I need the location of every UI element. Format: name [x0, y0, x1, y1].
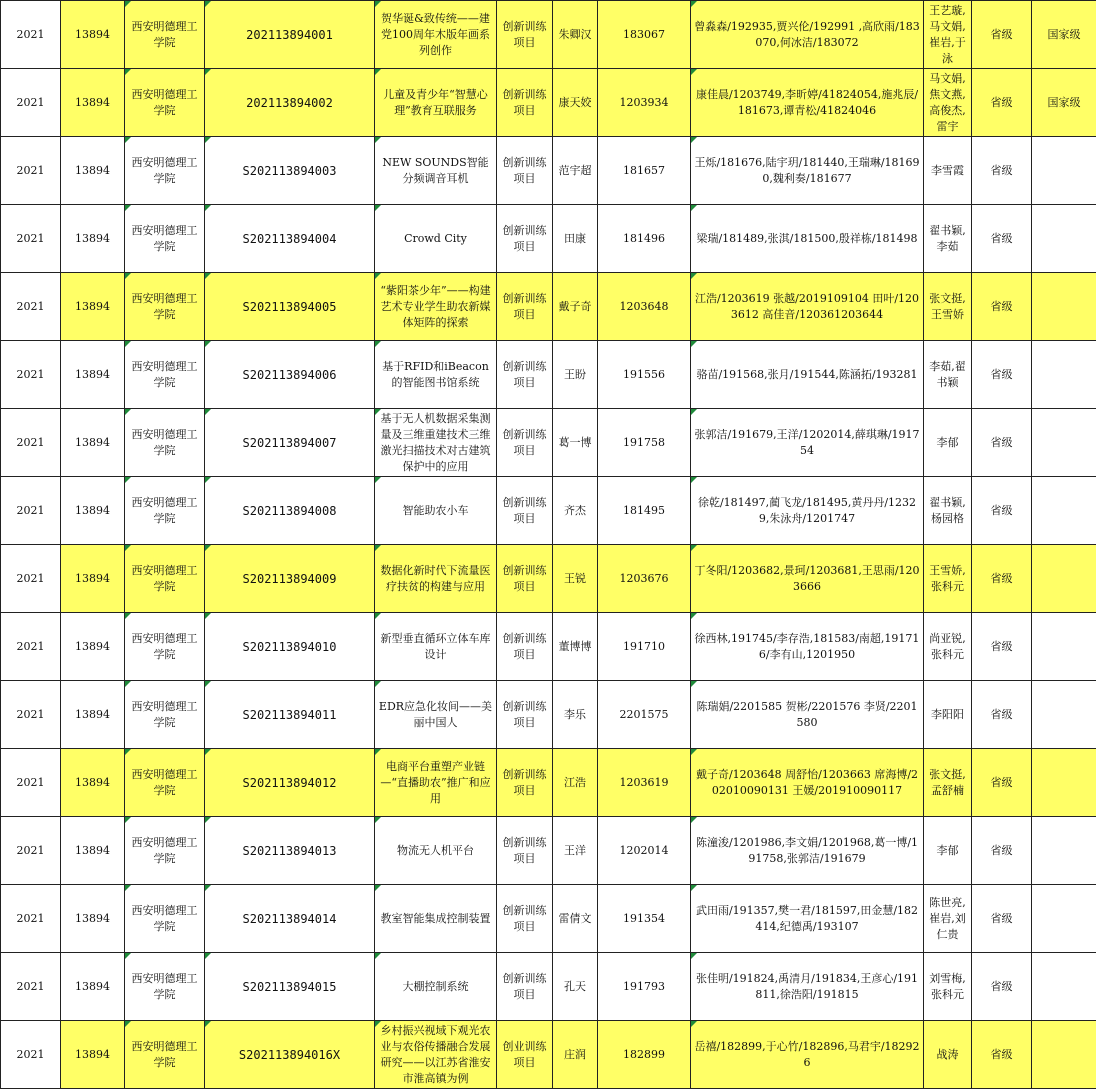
- project-type-cell: 创新训练项目: [497, 477, 553, 545]
- year-cell: 2021: [1, 681, 61, 749]
- table-row: [1, 749, 1096, 817]
- project-name-cell: 教室智能集成控制装置: [375, 885, 497, 953]
- table-row: [1, 69, 1096, 137]
- leader-id-cell: 191710: [598, 613, 691, 681]
- advisor-cell: 张文挺,王雪娇: [924, 273, 972, 341]
- year-cell: 2021: [1, 1, 61, 69]
- year-cell: 2021: [1, 1021, 61, 1089]
- level-cell: 省级: [972, 137, 1032, 205]
- school-cell: 西安明德理工学院: [125, 681, 205, 749]
- year-cell: 2021: [1, 341, 61, 409]
- level-cell: 省级: [972, 205, 1032, 273]
- project-code-cell: S202113894003: [205, 137, 375, 205]
- leader-id-cell: 182899: [598, 1021, 691, 1089]
- year-cell: 2021: [1, 69, 61, 137]
- national-level-cell: [1032, 409, 1096, 477]
- project-type-cell: 创新训练项目: [497, 817, 553, 885]
- project-type-cell: 创新训练项目: [497, 749, 553, 817]
- leader-id-cell: 191793: [598, 953, 691, 1021]
- project-type-cell: 创新训练项目: [497, 681, 553, 749]
- leader-id-cell: 183067: [598, 1, 691, 69]
- level-cell: 省级: [972, 341, 1032, 409]
- school-cell: 西安明德理工学院: [125, 409, 205, 477]
- table-body: [1, 1, 1096, 1089]
- members-cell: 陈潼浚/1201986,李文娟/1201968,葛一博/191758,张郭洁/191679: [691, 817, 924, 885]
- advisor-cell: 李郁: [924, 409, 972, 477]
- leader-id-cell: 181657: [598, 137, 691, 205]
- school-cell: 西安明德理工学院: [125, 1021, 205, 1089]
- members-cell: 徐西林,191745/李存浩,181583/南超,191716/李有山,1201950: [691, 613, 924, 681]
- school-code-cell: 13894: [61, 477, 125, 545]
- national-level-cell: [1032, 681, 1096, 749]
- table-row: [1, 613, 1096, 681]
- level-cell: 省级: [972, 69, 1032, 137]
- level-cell: 省级: [972, 1021, 1032, 1089]
- table-row: [1, 1021, 1096, 1089]
- school-cell: 西安明德理工学院: [125, 613, 205, 681]
- year-cell: 2021: [1, 749, 61, 817]
- leader-cell: 王锐: [553, 545, 598, 613]
- national-level-cell: [1032, 205, 1096, 273]
- advisor-cell: 马文娟,焦文燕,高俊杰,雷宇: [924, 69, 972, 137]
- year-cell: 2021: [1, 817, 61, 885]
- national-level-cell: [1032, 341, 1096, 409]
- school-code-cell: 13894: [61, 545, 125, 613]
- project-type-cell: 创新训练项目: [497, 69, 553, 137]
- advisor-cell: 战涛: [924, 1021, 972, 1089]
- table-row: [1, 1, 1096, 69]
- members-cell: 张佳明/191824,禹清月/191834,王彦心/191811,徐浩阳/191815: [691, 953, 924, 1021]
- year-cell: 2021: [1, 477, 61, 545]
- school-code-cell: 13894: [61, 1, 125, 69]
- school-code-cell: 13894: [61, 681, 125, 749]
- school-cell: 西安明德理工学院: [125, 1, 205, 69]
- members-cell: 王烁/181676,陆宇玥/181440,王瑞琳/181690,魏利奏/181677: [691, 137, 924, 205]
- leader-cell: 孔天: [553, 953, 598, 1021]
- leader-cell: 康天姣: [553, 69, 598, 137]
- leader-cell: 董博博: [553, 613, 598, 681]
- project-type-cell: 创新训练项目: [497, 1, 553, 69]
- project-code-cell: S202113894005: [205, 273, 375, 341]
- leader-id-cell: 2201575: [598, 681, 691, 749]
- school-code-cell: 13894: [61, 273, 125, 341]
- advisor-cell: 翟书颖,杨园格: [924, 477, 972, 545]
- project-code-cell: 202113894002: [205, 69, 375, 137]
- advisor-cell: 张文挺,孟舒楠: [924, 749, 972, 817]
- level-cell: 省级: [972, 613, 1032, 681]
- school-cell: 西安明德理工学院: [125, 205, 205, 273]
- national-level-cell: 国家级: [1032, 1, 1096, 69]
- level-cell: 省级: [972, 681, 1032, 749]
- project-code-cell: S202113894010: [205, 613, 375, 681]
- table-row: [1, 953, 1096, 1021]
- project-type-cell: 创新训练项目: [497, 885, 553, 953]
- project-name-cell: 乡村振兴视域下观光农业与农俗传播融合发展研究——以江苏省淮安市淮高镇为例: [375, 1021, 497, 1089]
- project-code-cell: S202113894004: [205, 205, 375, 273]
- project-code-cell: S202113894014: [205, 885, 375, 953]
- level-cell: 省级: [972, 545, 1032, 613]
- school-code-cell: 13894: [61, 749, 125, 817]
- year-cell: 2021: [1, 953, 61, 1021]
- leader-cell: 王洋: [553, 817, 598, 885]
- school-cell: 西安明德理工学院: [125, 69, 205, 137]
- year-cell: 2021: [1, 205, 61, 273]
- table-row: [1, 205, 1096, 273]
- school-code-cell: 13894: [61, 69, 125, 137]
- level-cell: 省级: [972, 749, 1032, 817]
- year-cell: 2021: [1, 545, 61, 613]
- project-type-cell: 创新训练项目: [497, 409, 553, 477]
- project-type-cell: 创新训练项目: [497, 953, 553, 1021]
- project-name-cell: 基于无人机数据采集测量及三维重建技术三维激光扫描技术对古建筑保护中的应用: [375, 409, 497, 477]
- project-name-cell: 贺华诞&致传统——建党100周年木版年画系列创作: [375, 1, 497, 69]
- advisor-cell: 尚亚锐,张科元: [924, 613, 972, 681]
- project-type-cell: 创新训练项目: [497, 273, 553, 341]
- leader-id-cell: 191758: [598, 409, 691, 477]
- national-level-cell: [1032, 749, 1096, 817]
- year-cell: 2021: [1, 273, 61, 341]
- members-cell: 康佳晨/1203749,李昕婷/41824054,施兆辰/181673,谭青松/41824046: [691, 69, 924, 137]
- national-level-cell: [1032, 885, 1096, 953]
- project-type-cell: 创业训练项目: [497, 1021, 553, 1089]
- project-name-cell: EDR应急化妆间——美丽中国人: [375, 681, 497, 749]
- level-cell: 省级: [972, 885, 1032, 953]
- school-code-cell: 13894: [61, 137, 125, 205]
- school-code-cell: 13894: [61, 341, 125, 409]
- table-row: [1, 681, 1096, 749]
- project-type-cell: 创新训练项目: [497, 341, 553, 409]
- leader-id-cell: 181495: [598, 477, 691, 545]
- leader-id-cell: 1202014: [598, 817, 691, 885]
- school-code-cell: 13894: [61, 885, 125, 953]
- leader-cell: 王盼: [553, 341, 598, 409]
- project-code-cell: S202113894007: [205, 409, 375, 477]
- project-type-cell: 创新训练项目: [497, 545, 553, 613]
- project-name-cell: Crowd City: [375, 205, 497, 273]
- project-code-cell: S202113894008: [205, 477, 375, 545]
- school-cell: 西安明德理工学院: [125, 341, 205, 409]
- school-code-cell: 13894: [61, 1021, 125, 1089]
- advisor-cell: 王雪娇,张科元: [924, 545, 972, 613]
- leader-cell: 庄润: [553, 1021, 598, 1089]
- leader-id-cell: 1203934: [598, 69, 691, 137]
- project-name-cell: 智能助农小车: [375, 477, 497, 545]
- advisor-cell: 李雪霞: [924, 137, 972, 205]
- members-cell: 张郭洁/191679,王洋/1202014,薛琪琳/191754: [691, 409, 924, 477]
- advisor-cell: 李郁: [924, 817, 972, 885]
- national-level-cell: [1032, 817, 1096, 885]
- project-code-cell: 202113894001: [205, 1, 375, 69]
- school-code-cell: 13894: [61, 953, 125, 1021]
- members-cell: 梁瑞/181489,张淇/181500,殷祥栋/181498: [691, 205, 924, 273]
- leader-id-cell: 1203648: [598, 273, 691, 341]
- table-row: [1, 477, 1096, 545]
- school-cell: 西安明德理工学院: [125, 817, 205, 885]
- school-cell: 西安明德理工学院: [125, 137, 205, 205]
- table-row: [1, 137, 1096, 205]
- advisor-cell: 李阳阳: [924, 681, 972, 749]
- table-row: [1, 341, 1096, 409]
- leader-id-cell: 181496: [598, 205, 691, 273]
- national-level-cell: [1032, 273, 1096, 341]
- national-level-cell: [1032, 953, 1096, 1021]
- advisor-cell: 李茹,翟书颖: [924, 341, 972, 409]
- leader-id-cell: 191556: [598, 341, 691, 409]
- national-level-cell: [1032, 613, 1096, 681]
- national-level-cell: 国家级: [1032, 69, 1096, 137]
- project-name-cell: 新型垂直循环立体车库设计: [375, 613, 497, 681]
- year-cell: 2021: [1, 613, 61, 681]
- level-cell: 省级: [972, 477, 1032, 545]
- school-cell: 西安明德理工学院: [125, 749, 205, 817]
- year-cell: 2021: [1, 885, 61, 953]
- members-cell: 骆苗/191568,张月/191544,陈涵拓/193281: [691, 341, 924, 409]
- leader-cell: 朱卿汉: [553, 1, 598, 69]
- national-level-cell: [1032, 477, 1096, 545]
- school-code-cell: 13894: [61, 205, 125, 273]
- school-cell: 西安明德理工学院: [125, 885, 205, 953]
- members-cell: 丁冬阳/1203682,景珂/1203681,王思雨/1203666: [691, 545, 924, 613]
- project-code-cell: S202113894006: [205, 341, 375, 409]
- national-level-cell: [1032, 1021, 1096, 1089]
- project-type-cell: 创新训练项目: [497, 613, 553, 681]
- school-cell: 西安明德理工学院: [125, 953, 205, 1021]
- table-row: [1, 817, 1096, 885]
- national-level-cell: [1032, 137, 1096, 205]
- level-cell: 省级: [972, 953, 1032, 1021]
- members-cell: 戴子奇/1203648 周舒怡/1203663 席海博/202010090131 王媛/201910090117: [691, 749, 924, 817]
- project-code-cell: S202113894011: [205, 681, 375, 749]
- national-level-cell: [1032, 545, 1096, 613]
- table-row: [1, 409, 1096, 477]
- project-name-cell: 物流无人机平台: [375, 817, 497, 885]
- leader-cell: 葛一博: [553, 409, 598, 477]
- leader-cell: 范宇超: [553, 137, 598, 205]
- leader-id-cell: 1203619: [598, 749, 691, 817]
- table-row: [1, 545, 1096, 613]
- leader-cell: 田康: [553, 205, 598, 273]
- members-cell: 徐乾/181497,蔺飞龙/181495,黄丹丹/12329,朱泳舟/1201747: [691, 477, 924, 545]
- members-cell: 曾淼森/192935,贾兴伦/192991 ,高欣雨/183070,何冰洁/183072: [691, 1, 924, 69]
- project-name-cell: NEW SOUNDS智能分频调音耳机: [375, 137, 497, 205]
- leader-cell: 江浩: [553, 749, 598, 817]
- project-name-cell: 儿童及青少年“智慧心理”教育互联服务: [375, 69, 497, 137]
- school-cell: 西安明德理工学院: [125, 477, 205, 545]
- year-cell: 2021: [1, 137, 61, 205]
- project-code-cell: S202113894009: [205, 545, 375, 613]
- advisor-cell: 刘雪梅,张科元: [924, 953, 972, 1021]
- members-cell: 武田雨/191357,樊一君/181597,田金慧/182414,纪德禹/193107: [691, 885, 924, 953]
- project-code-cell: S202113894016X: [205, 1021, 375, 1089]
- level-cell: 省级: [972, 817, 1032, 885]
- level-cell: 省级: [972, 409, 1032, 477]
- leader-cell: 雷倩文: [553, 885, 598, 953]
- project-type-cell: 创新训练项目: [497, 205, 553, 273]
- project-name-cell: 大棚控制系统: [375, 953, 497, 1021]
- advisor-cell: 陈世亮,崔岩,刘仁贵: [924, 885, 972, 953]
- members-cell: 岳禧/182899,于心竹/182896,马君宇/182926: [691, 1021, 924, 1089]
- members-cell: 陈瑞娟/2201585 贺彬/2201576 李贤/2201580: [691, 681, 924, 749]
- table-row: [1, 273, 1096, 341]
- project-name-cell: 电商平台重塑产业链—“直播助农”推广和应用: [375, 749, 497, 817]
- level-cell: 省级: [972, 1, 1032, 69]
- leader-id-cell: 1203676: [598, 545, 691, 613]
- school-cell: 西安明德理工学院: [125, 273, 205, 341]
- project-name-cell: “紫阳茶少年”——构建艺术专业学生助农新媒体矩阵的探索: [375, 273, 497, 341]
- leader-cell: 李乐: [553, 681, 598, 749]
- leader-id-cell: 191354: [598, 885, 691, 953]
- project-code-cell: S202113894015: [205, 953, 375, 1021]
- school-cell: 西安明德理工学院: [125, 545, 205, 613]
- advisor-cell: 翟书颖,李茹: [924, 205, 972, 273]
- school-code-cell: 13894: [61, 409, 125, 477]
- project-name-cell: 数据化新时代下流量医疗扶贫的构建与应用: [375, 545, 497, 613]
- advisor-cell: 王艺璇,马文娟,崔岩,于泳: [924, 1, 972, 69]
- school-code-cell: 13894: [61, 817, 125, 885]
- level-cell: 省级: [972, 273, 1032, 341]
- project-code-cell: S202113894012: [205, 749, 375, 817]
- project-code-cell: S202113894013: [205, 817, 375, 885]
- project-type-cell: 创新训练项目: [497, 137, 553, 205]
- members-cell: 江浩/1203619 张越/2019109104 田叶/1203612 高佳音/120361203644: [691, 273, 924, 341]
- table-row: [1, 885, 1096, 953]
- school-code-cell: 13894: [61, 613, 125, 681]
- year-cell: 2021: [1, 409, 61, 477]
- leader-cell: 齐杰: [553, 477, 598, 545]
- project-name-cell: 基于RFID和iBeacon的智能图书馆系统: [375, 341, 497, 409]
- leader-cell: 戴子奇: [553, 273, 598, 341]
